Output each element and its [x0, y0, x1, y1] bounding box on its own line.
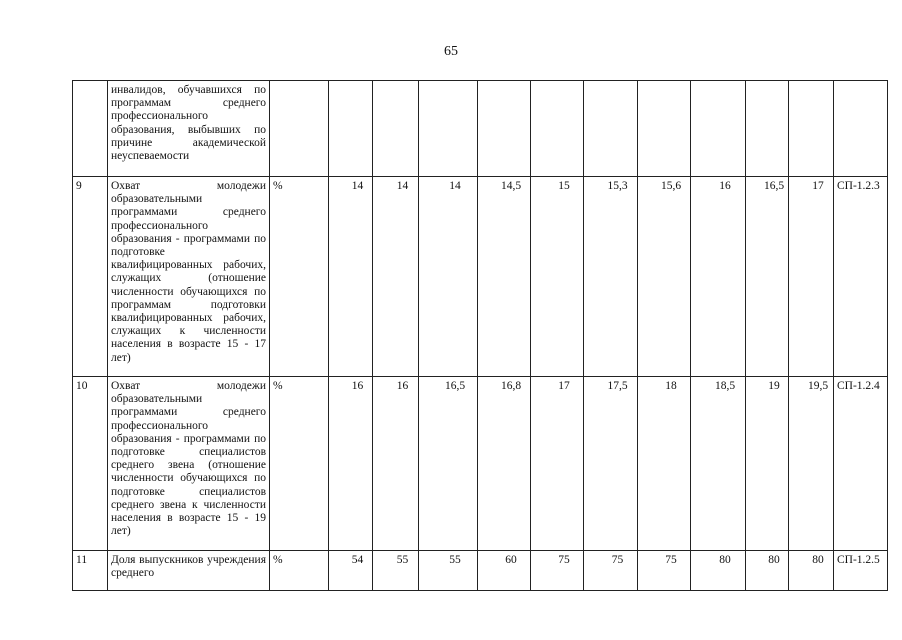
- table-row: [73, 551, 888, 591]
- value-cell: [691, 81, 746, 177]
- value-cell: 15: [531, 177, 584, 377]
- value-cell: 17,5: [584, 377, 638, 551]
- table-row: [73, 81, 888, 177]
- indicator-description: Охват молодежи образовательными программами среднего профессионального образования - программами по подготовке квалифицированных рабочих, служащих (отношение численности обучающихся по программам подготовки квалифицированных рабочих, служащих к численности населения в возрасте 15 - 17 лет): [108, 177, 270, 377]
- value-cell: 80: [691, 551, 746, 591]
- value-cell: 14: [329, 177, 373, 377]
- value-cell: 19,5: [789, 377, 834, 551]
- value-cell: 16,8: [478, 377, 531, 551]
- unit-cell: %: [270, 177, 329, 377]
- value-cell: 14: [419, 177, 478, 377]
- value-cell: 55: [373, 551, 419, 591]
- row-number: 11: [73, 551, 108, 591]
- row-number: [73, 81, 108, 177]
- value-cell: 19: [746, 377, 789, 551]
- indicator-description: Доля выпускников учреждения среднего: [108, 551, 270, 591]
- value-cell: 17: [531, 377, 584, 551]
- value-cell: [789, 81, 834, 177]
- value-cell: 80: [746, 551, 789, 591]
- value-cell: 54: [329, 551, 373, 591]
- value-cell: 16: [691, 177, 746, 377]
- value-cell: 80: [789, 551, 834, 591]
- value-cell: [531, 81, 584, 177]
- value-cell: 16: [329, 377, 373, 551]
- program-code: СП-1.2.5: [834, 551, 888, 591]
- value-cell: 14: [373, 177, 419, 377]
- value-cell: [584, 81, 638, 177]
- value-cell: 16,5: [419, 377, 478, 551]
- program-code: СП-1.2.4: [834, 377, 888, 551]
- row-number: 9: [73, 177, 108, 377]
- table-row: [73, 377, 888, 551]
- page-number: 65: [444, 44, 458, 59]
- unit-cell: %: [270, 551, 329, 591]
- value-cell: [478, 81, 531, 177]
- value-cell: 75: [531, 551, 584, 591]
- value-cell: [373, 81, 419, 177]
- value-cell: 15,3: [584, 177, 638, 377]
- indicator-description: Охват молодежи образовательными программами среднего профессионального образования - программами по подготовке специалистов среднего звена (отношение численности обучающихся по подготовке специалистов среднего звена к численности населения в возрасте 15 - 19 лет): [108, 377, 270, 551]
- value-cell: [746, 81, 789, 177]
- indicator-description: инвалидов, обучавшихся по программам среднего профессионального образования, выбывших по причине академической неуспеваемости: [108, 81, 270, 177]
- value-cell: 16: [373, 377, 419, 551]
- value-cell: 14,5: [478, 177, 531, 377]
- row-number: 10: [73, 377, 108, 551]
- unit-cell: [270, 81, 329, 177]
- value-cell: 15,6: [638, 177, 691, 377]
- value-cell: 60: [478, 551, 531, 591]
- value-cell: 55: [419, 551, 478, 591]
- value-cell: 18: [638, 377, 691, 551]
- value-cell: 75: [584, 551, 638, 591]
- value-cell: 18,5: [691, 377, 746, 551]
- program-code: [834, 81, 888, 177]
- indicators-table: [72, 80, 888, 591]
- table-row: [73, 177, 888, 377]
- value-cell: 16,5: [746, 177, 789, 377]
- value-cell: 75: [638, 551, 691, 591]
- value-cell: [329, 81, 373, 177]
- value-cell: [638, 81, 691, 177]
- value-cell: [419, 81, 478, 177]
- value-cell: 17: [789, 177, 834, 377]
- program-code: СП-1.2.3: [834, 177, 888, 377]
- unit-cell: %: [270, 377, 329, 551]
